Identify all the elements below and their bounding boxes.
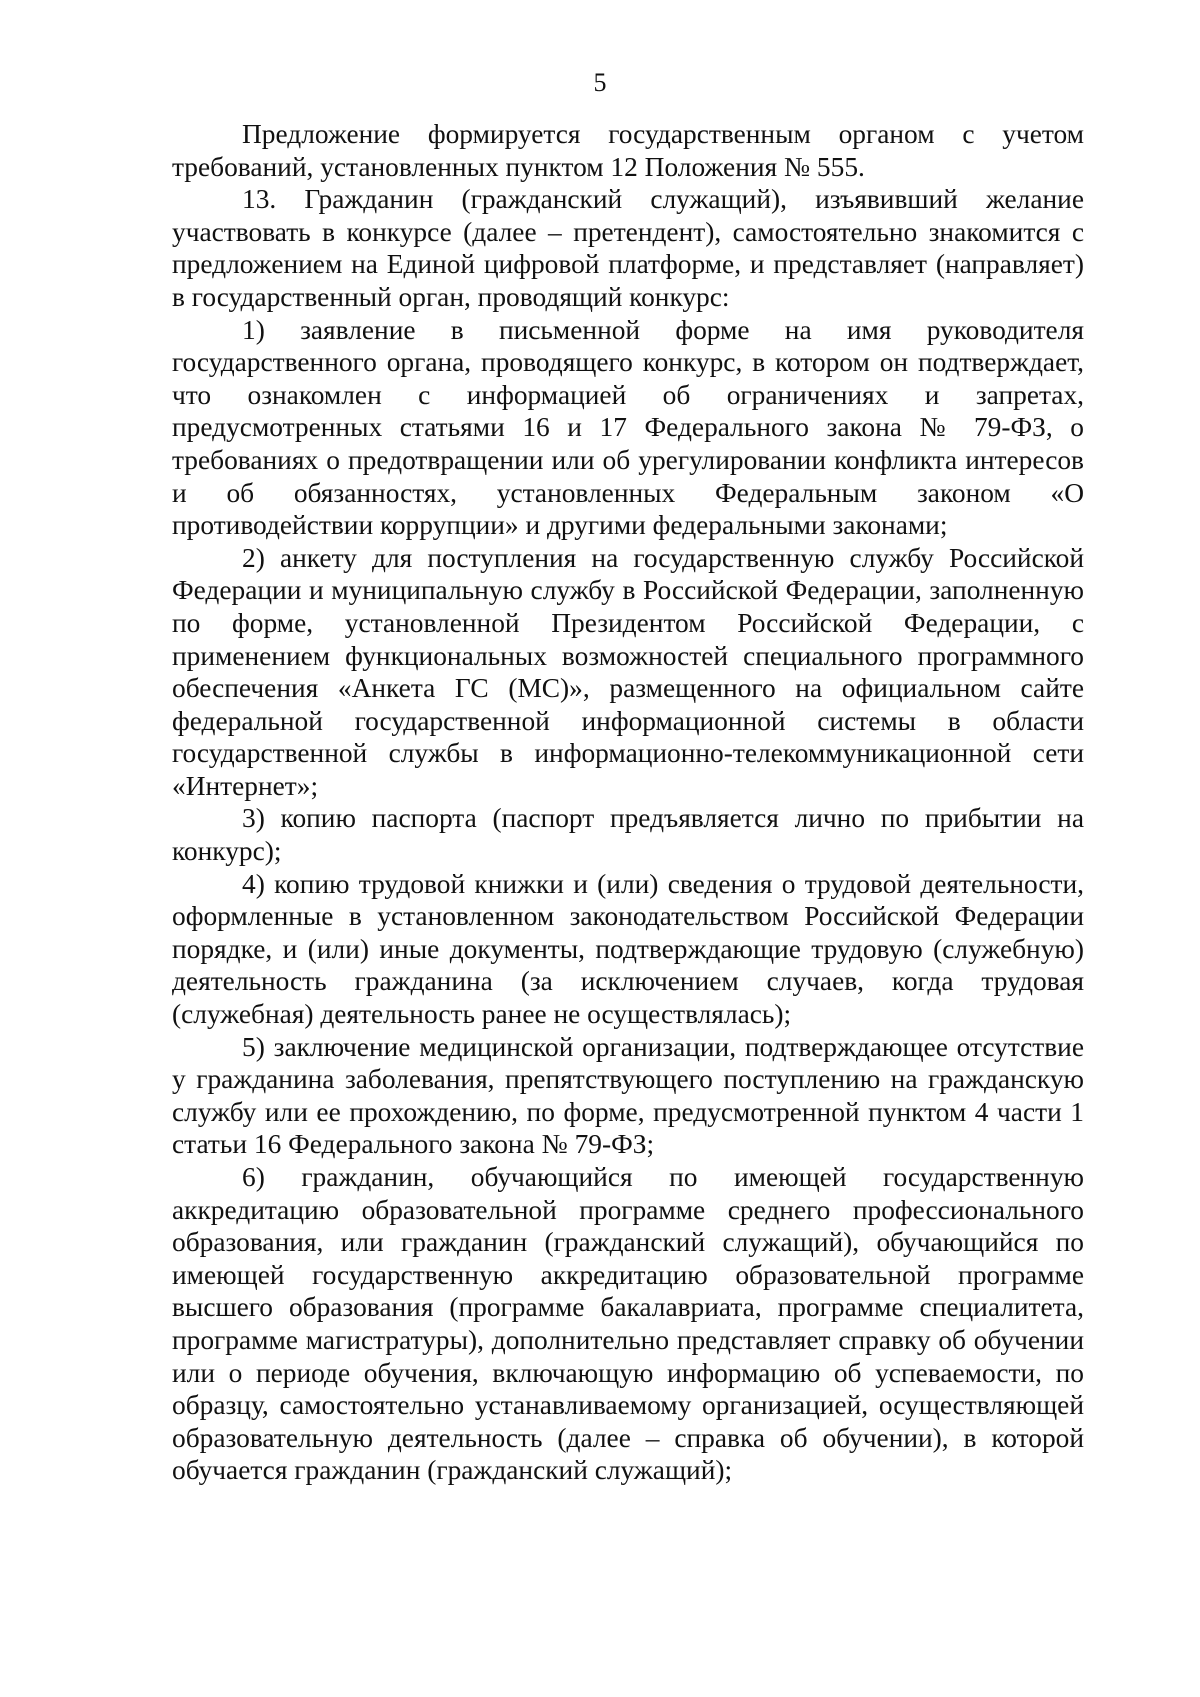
paragraph-subitem-4-employment-record: 4) копию трудовой книжки и (или) сведения о трудовой деятельности, оформленные в установленном законодательством Российской Федерации порядке, и (или) иные документы, подтверждающие трудовую (служебную) деятельность гражданина (за исключением случаев, когда трудовая (служебная) деятельность ранее не осуществлялась); [172, 868, 1084, 1030]
paragraph-subitem-6-study-certificate: 6) гражданин, обучающийся по имеющей государственную аккредитацию образовательной программе среднего профессионального образования, или гражданин (гражданский служащий), обучающийся по имеющей государственную аккредитацию образовательной программе высшего образования (программе бакалавриата, программе специалитета, программе магистратуры), дополнительно представляет справку об обучении или о периоде обучения, включающую информацию об успеваемости, по образцу, самостоятельно устанавливаемому организацией, осуществляющей образовательную деятельность (далее – справка об обучении), в которой обучается гражданин (гражданский служащий); [172, 1162, 1084, 1486]
paragraph-subitem-1-application: 1) заявление в письменной форме на имя руководителя государственного органа, проводящего конкурс, в котором он подтверждает, что ознакомлен с информацией об ограничениях и запретах, предусмотренных статьями 16 и 17 Федерального закона № 79-ФЗ, о требованиях о предотвращении или об урегулировании конфликта интересов и об обязанностях, установленных Федеральным законом «О противодействии коррупции» и другими федеральными законами; [172, 314, 1084, 541]
page-number: 5 [593, 68, 607, 97]
paragraph-proposal-intro: Предложение формируется государственным органом с учетом требований, установленных пунктом 12 Положения № 555. [172, 119, 1084, 182]
paragraph-item-13: 13. Гражданин (гражданский служащий), изъявивший желание участвовать в конкурсе (далее – претендент), самостоятельно знакомится с предложением на Единой цифровой платформе, и представляет (направляет) в государственный орган, проводящий конкурс: [172, 184, 1084, 312]
paragraph-subitem-3-passport: 3) копию паспорта (паспорт предъявляется лично по прибытии на конкурс); [172, 803, 1084, 867]
document-body [172, 118, 1084, 1487]
paragraph-subitem-2-questionnaire: 2) анкету для поступления на государственную службу Российской Федерации и муниципальную службу в Российской Федерации, заполненную по форме, установленной Президентом Российской Федерации, с применением функциональных возможностей специального программного обеспечения «Анкета ГС (МС)», размещенного на официальном сайте федеральной государственной информационной системы в области государственной службы в информационно-телекоммуникационной сети «Интернет»; [172, 542, 1084, 801]
paragraph-subitem-5-medical-conclusion: 5) заключение медицинской организации, подтверждающее отсутствие у гражданина заболевания, препятствующего поступлению на гражданскую службу или ее прохождению, по форме, предусмотренной пунктом 4 части 1 статьи 16 Федерального закона № 79-ФЗ; [172, 1031, 1084, 1160]
